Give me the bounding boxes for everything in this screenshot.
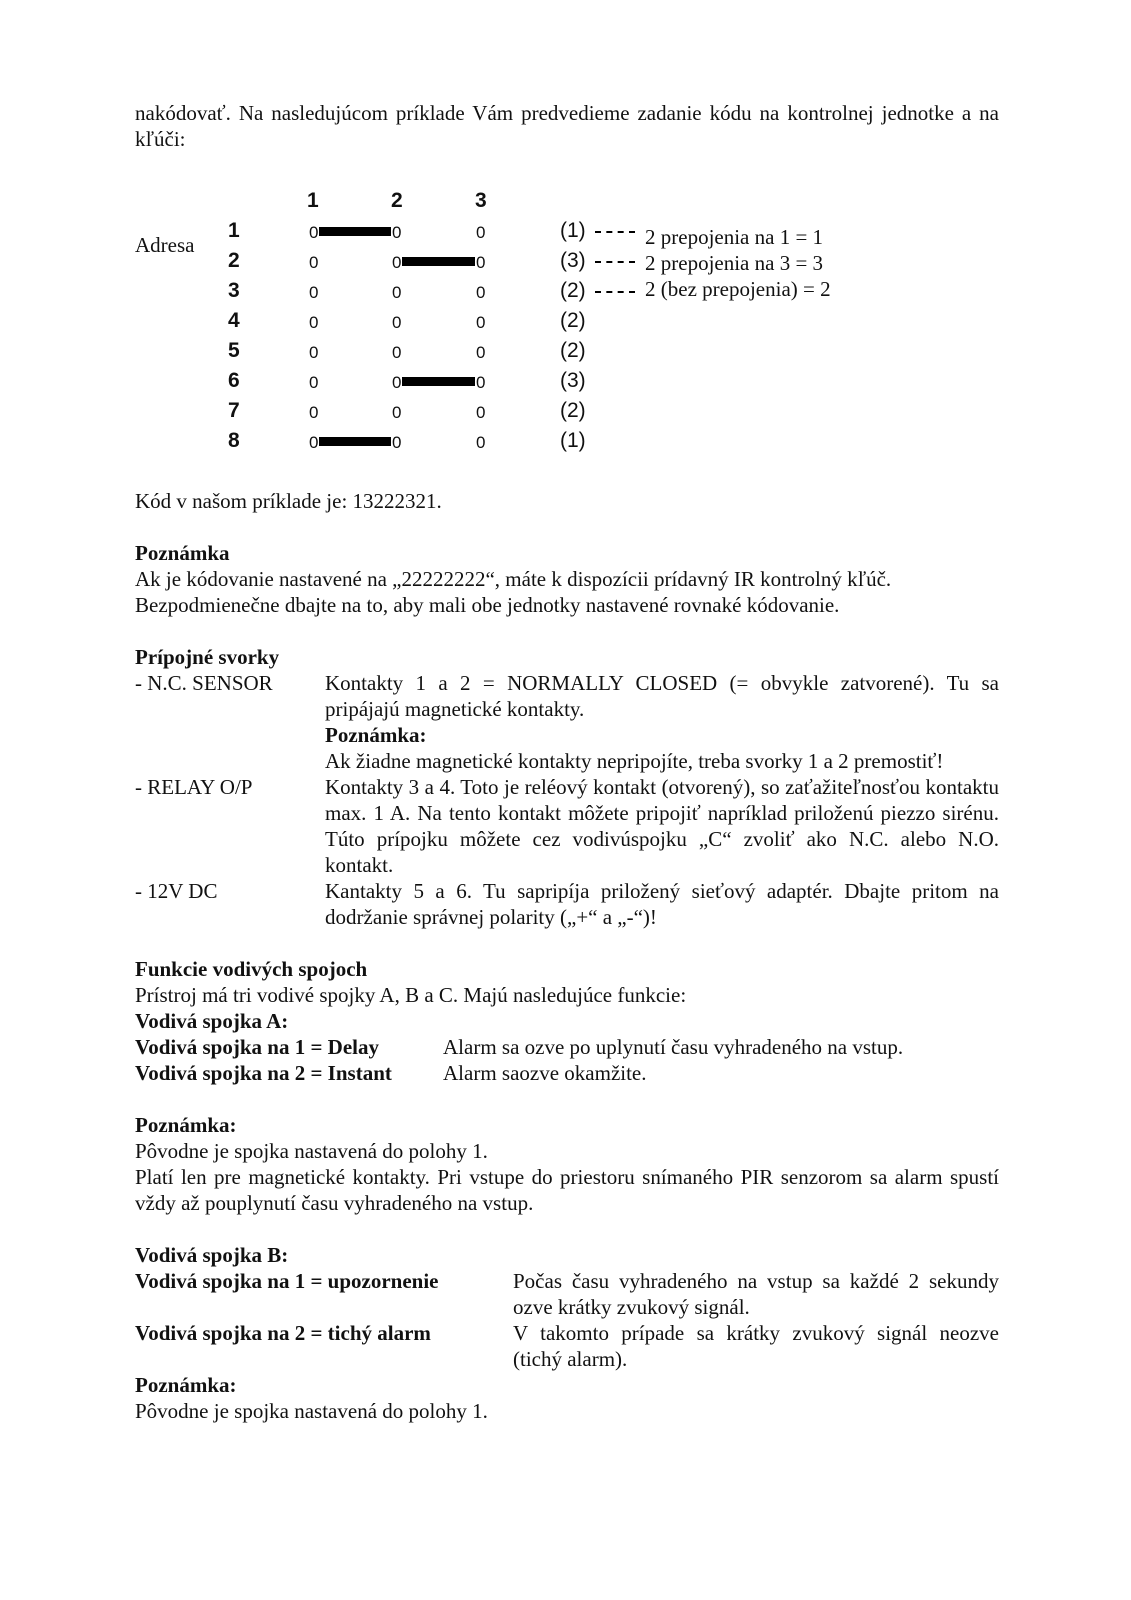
terminals-title: Prípojné svorky bbox=[135, 645, 280, 669]
column-header-2: 2 bbox=[391, 189, 403, 212]
column-header-3: 3 bbox=[475, 189, 487, 212]
pin-1-2: 0 bbox=[392, 223, 402, 242]
spojka-b1-label: Vodivá spojka na 1 = upozornenie bbox=[135, 1269, 439, 1293]
row-number-8: 8 bbox=[228, 429, 240, 452]
row-value-3: (2) bbox=[560, 279, 586, 302]
spojka-b2-label: Vodivá spojka na 2 = tichý alarm bbox=[135, 1321, 431, 1345]
pin-4-2: 0 bbox=[392, 313, 402, 332]
note1-title: Poznámka bbox=[135, 541, 230, 565]
diagram-note-3: 2 (bez prepojenia) = 2 bbox=[645, 277, 831, 301]
dash-line-1 bbox=[595, 231, 635, 233]
pin-7-1: 0 bbox=[309, 403, 319, 422]
note2-title: Poznámka: bbox=[135, 1113, 237, 1137]
row-value-4: (2) bbox=[560, 309, 586, 332]
column-header-1: 1 bbox=[307, 189, 319, 212]
pin-8-2: 0 bbox=[392, 433, 402, 452]
spojka-b-title: Vodivá spojka B: bbox=[135, 1243, 289, 1267]
intro-paragraph: nakódovať. Na nasledujúcom príklade Vám predvedieme zadanie kódu na kontrolnej jednotke a na kľúči: bbox=[135, 101, 999, 151]
relay-label: - RELAY O/P bbox=[135, 775, 253, 799]
relay-text: Kontakty 3 a 4. Toto je reléový kontakt (otvorený), so zaťažiteľnosťou kontaktu max. 1 A. Na tento kontakt môžete pripojiť napríklad priloženú piezzo sirénu. Túto prípojku môžete cez vodivúspojku „C“ zvoliť ako N.C. alebo N.O. kontakt. bbox=[325, 775, 999, 877]
spojka-b1-text: Počas času vyhradeného na vstup sa každé 2 sekundy ozve krátky zvukový signál. bbox=[513, 1269, 999, 1319]
diagram-note-1: 2 prepojenia na 1 = 1 bbox=[645, 225, 824, 249]
document-page bbox=[135, 100, 999, 1424]
note2-line-1: Pôvodne je spojka nastavená do polohy 1. bbox=[135, 1139, 488, 1163]
spojka-b-table bbox=[135, 1268, 999, 1372]
note1-line-1: Ak je kódovanie nastavené na „22222222“, máte k dispozícii prídavný IR kontrolný kľúč. bbox=[135, 567, 892, 591]
row-number-2: 2 bbox=[228, 249, 240, 272]
row-value-5: (2) bbox=[560, 339, 586, 362]
pin-3-3: 0 bbox=[476, 283, 486, 302]
pin-8-3: 0 bbox=[476, 433, 486, 452]
spojka-a1-text: Alarm sa ozve po uplynutí času vyhradeného na vstup. bbox=[443, 1035, 904, 1059]
pin-6-1: 0 bbox=[309, 373, 319, 392]
pin-5-1: 0 bbox=[309, 343, 319, 362]
row-number-1: 1 bbox=[228, 219, 240, 242]
spojka-a-title: Vodivá spojka A: bbox=[135, 1009, 289, 1033]
pin-7-2: 0 bbox=[392, 403, 402, 422]
pin-1-3: 0 bbox=[476, 223, 486, 242]
spojka-a2-text: Alarm saozve okamžite. bbox=[443, 1061, 647, 1085]
note3-title: Poznámka: bbox=[135, 1373, 237, 1397]
code-diagram bbox=[135, 188, 999, 488]
jumper-bar-row-6 bbox=[402, 377, 475, 386]
functions-intro: Prístroj má tri vodivé spojky A, B a C. Majú nasledujúce funkcie: bbox=[135, 983, 687, 1007]
pin-5-2: 0 bbox=[392, 343, 402, 362]
jumper-bar-row-1 bbox=[319, 227, 391, 236]
pin-4-3: 0 bbox=[476, 313, 486, 332]
row-number-3: 3 bbox=[228, 279, 240, 302]
pin-2-1: 0 bbox=[309, 253, 319, 272]
row-number-6: 6 bbox=[228, 369, 240, 392]
nc-note-text: Ak žiadne magnetické kontakty nepripojíte, treba svorky 1 a 2 premostiť! bbox=[325, 749, 944, 773]
row-number-5: 5 bbox=[228, 339, 240, 362]
dc-label: - 12V DC bbox=[135, 879, 218, 903]
note1-line-2: Bezpodmienečne dbajte na to, aby mali obe jednotky nastavené rovnaké kódovanie. bbox=[135, 593, 840, 617]
code-line: Kód v našom príklade je: 13222321. bbox=[135, 489, 442, 513]
spojka-b2-text: V takomto prípade sa krátky zvukový signál neozve (tichý alarm). bbox=[513, 1321, 999, 1371]
pin-3-2: 0 bbox=[392, 283, 402, 302]
row-number-4: 4 bbox=[228, 309, 240, 332]
terminals-table bbox=[135, 670, 999, 930]
nc-sensor-text: Kontakty 1 a 2 = NORMALLY CLOSED (= obvykle zatvorené). Tu sa pripájajú magnetické kontakty. bbox=[325, 671, 999, 721]
functions-title: Funkcie vodivých spojoch bbox=[135, 957, 368, 981]
row-number-7: 7 bbox=[228, 399, 240, 422]
row-value-2: (3) bbox=[560, 249, 586, 272]
pin-8-1: 0 bbox=[309, 433, 319, 452]
pin-2-2: 0 bbox=[392, 253, 402, 272]
dc-text: Kantakty 5 a 6. Tu sapripíja priložený sieťový adaptér. Dbajte pritom na dodržanie správnej polarity („+“ a „-“)! bbox=[325, 879, 999, 929]
spojka-a1-label: Vodivá spojka na 1 = Delay bbox=[135, 1035, 379, 1059]
pin-1-1: 0 bbox=[309, 223, 319, 242]
pin-2-3: 0 bbox=[476, 253, 486, 272]
dash-line-3 bbox=[595, 291, 635, 293]
pin-6-3: 0 bbox=[476, 373, 486, 392]
jumper-bar-row-8 bbox=[319, 437, 391, 446]
pin-6-2: 0 bbox=[392, 373, 402, 392]
pin-7-3: 0 bbox=[476, 403, 486, 422]
spojka-a2-label: Vodivá spojka na 2 = Instant bbox=[135, 1061, 392, 1085]
note2-line-2: Platí len pre magnetické kontakty. Pri vstupe do priestoru snímaného PIR senzorom sa alarm spustí vždy až pouplynutí času vyhradeného na vstup. bbox=[135, 1165, 999, 1215]
row-value-1: (1) bbox=[560, 219, 586, 242]
row-value-7: (2) bbox=[560, 399, 586, 422]
pin-4-1: 0 bbox=[309, 313, 319, 332]
diagram-note-2: 2 prepojenia na 3 = 3 bbox=[645, 251, 824, 275]
nc-sensor-label: - N.C. SENSOR bbox=[135, 671, 273, 695]
pin-5-3: 0 bbox=[476, 343, 486, 362]
jumper-bar-row-2 bbox=[402, 257, 475, 266]
nc-sensor-cell bbox=[325, 670, 999, 774]
note3-line-1: Pôvodne je spojka nastavená do polohy 1. bbox=[135, 1399, 488, 1423]
nc-note-title: Poznámka: bbox=[325, 723, 427, 747]
pin-3-1: 0 bbox=[309, 283, 319, 302]
dash-line-2 bbox=[595, 261, 635, 263]
adresa-label: Adresa bbox=[135, 233, 195, 257]
spojka-a-table bbox=[135, 1034, 999, 1086]
row-value-8: (1) bbox=[560, 429, 586, 452]
row-value-6: (3) bbox=[560, 369, 586, 392]
